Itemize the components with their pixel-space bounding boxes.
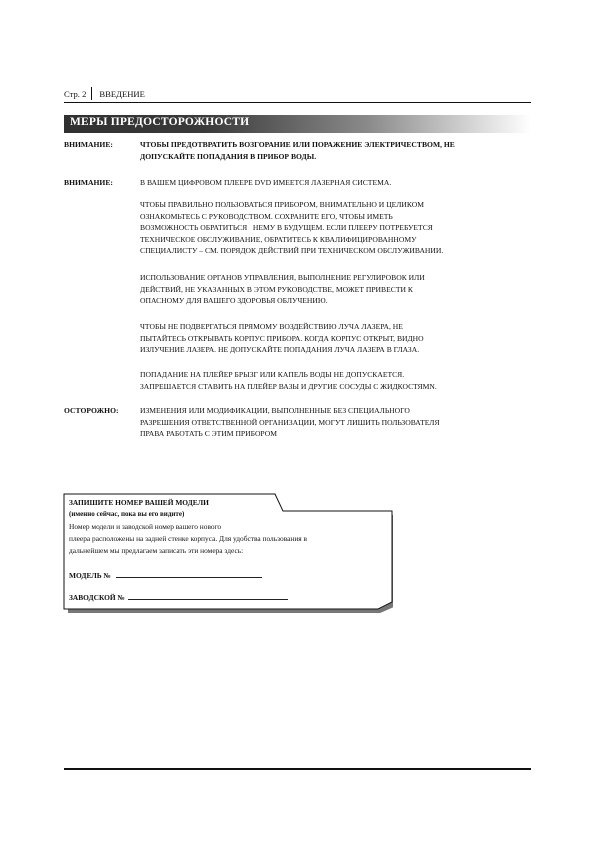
warning-text — [140, 177, 532, 189]
record-box-line: дальнейшем мы предлагаем записать эти номера здесь: — [69, 546, 244, 555]
paragraph-line: ПЫТАЙТЕСЬ ОТКРЫВАТЬ КОРПУС ПРИБОРА. КОГДА КОРПУС ОТКРЫТ, ВИДНО — [140, 333, 424, 343]
section-banner — [64, 115, 531, 133]
warning-line: В ВАШЕМ ЦИФРОВОМ ПЛЕЕРЕ DVD ИМЕЕТСЯ ЛАЗЕРНАЯ СИСТЕМА. — [140, 178, 392, 187]
record-box-line: плеера расположены на задней стенке корпуса. Для удобства пользования в — [69, 534, 308, 543]
caution-line: РАЗРЕШЕНИЯ ОТВЕТСТВЕННОЙ ОРГАНИЗАЦИИ, МОГУТ ЛИШИТЬ ПОЛЬЗОВАТЕЛЯ — [140, 417, 440, 427]
model-number-field — [69, 569, 262, 581]
paragraph-water — [140, 369, 532, 392]
caution-text — [140, 405, 532, 440]
warning-label: ВНИМАНИЕ: — [64, 178, 113, 187]
serial-number-label: ЗАВОДСКОЙ № — [69, 593, 125, 602]
section-title: ВВЕДЕНИЕ — [99, 88, 145, 99]
paragraph-line: ОЗНАКОМЬТЕСЬ С РУКОВОДСТВОМ. СОХРАНИТЕ ЕГО, ЧТОБЫ ИМЕТЬ — [140, 211, 393, 221]
header-rule — [64, 102, 531, 103]
paragraph-line: ДЕЙСТВИЙ, НЕ УКАЗАННЫХ В ЭТОМ РУКОВОДСТВЕ, МОЖЕТ ПРИВЕСТИ К — [140, 284, 413, 294]
paragraph-line: ОПАСНОМУ ДЛЯ ВАШЕГО ЗДОРОВЬЯ ОБЛУЧЕНИЮ. — [140, 296, 328, 306]
caution-line: ИЗМЕНЕНИЯ ИЛИ МОДИФИКАЦИИ, ВЫПОЛНЕННЫЕ БЕЗ СПЕЦИАЛЬНОГО — [140, 406, 410, 415]
record-box-title: ЗАПИШИТЕ НОМЕР ВАШЕЙ МОДЕЛИ — [69, 498, 209, 507]
paragraph-line: ЧТОБЫ ПРАВИЛЬНО ПОЛЬЗОВАТЬСЯ ПРИБОРОМ, ВНИМАТЕЛЬНО И ЦЕЛИКОМ — [140, 200, 424, 209]
warning-label: ВНИМАНИЕ: — [64, 140, 113, 149]
banner-title: МЕРЫ ПРЕДОСТОРОЖНОСТИ — [70, 116, 250, 128]
paragraph-line: ИСПОЛЬЗОВАНИЕ ОРГАНОВ УПРАВЛЕНИЯ, ВЫПОЛНЕНИЕ РЕГУЛИРОВОК ИЛИ — [140, 273, 425, 282]
warning-line: ЧТОБЫ ПРЕДОТВРАТИТЬ ВОЗГОРАНИЕ ИЛИ ПОРАЖЕНИЕ ЭЛЕКТРИЧЕСТВОМ, НЕ — [140, 140, 455, 149]
record-box-subtitle: (именно сейчас, пока вы его видите) — [69, 510, 185, 518]
paragraph-usage — [140, 199, 532, 257]
header-divider — [91, 87, 92, 100]
paragraph-line: ЧТОБЫ НЕ ПОДВЕРГАТЬСЯ ПРЯМОМУ ВОЗДЕЙСТВИЮ ЛУЧА ЛАЗЕРА, НЕ — [140, 322, 403, 331]
footer-rule — [64, 768, 531, 770]
paragraph-controls — [140, 272, 532, 307]
paragraph-line: ИЗЛУЧЕНИЕ ЛАЗЕРА. НЕ ДОПУСКАЙТЕ ПОПАДАНИЯ ЛУЧА ЛАЗЕРА В ГЛАЗА. — [140, 345, 420, 355]
model-number-blank[interactable] — [116, 569, 262, 578]
paragraph-laser-exposure — [140, 321, 532, 356]
page-number: Стр. 2 — [64, 88, 87, 99]
model-number-label: МОДЕЛЬ № — [69, 571, 111, 580]
serial-number-field — [69, 591, 288, 603]
serial-number-blank[interactable] — [128, 591, 288, 600]
page-header — [64, 87, 145, 100]
paragraph-line: СПЕЦИАЛИСТУ – СМ. ПОРЯДОК ДЕЙСТВИЙ ПРИ ТЕХНИЧЕСКОМ ОБСЛУЖИВАНИИ. — [140, 246, 444, 256]
paragraph-line: ПОПАДАНИЕ НА ПЛЕЙЕР БРЫЗГ ИЛИ КАПЕЛЬ ВОДЫ НЕ ДОПУСКАЕТСЯ. — [140, 370, 405, 379]
caution-line: ПРАВА РАБОТАТЬ С ЭТИМ ПРИБОРОМ — [140, 429, 277, 439]
record-box-line: Номер модели и заводской номер вашего нового — [69, 522, 222, 531]
paragraph-line: ВОЗМОЖНОСТЬ ОБРАТИТЬСЯ НЕМУ В БУДУЩЕМ. ЕСЛИ ПЛЕЕРУ ПОТРЕБУЕТСЯ — [140, 223, 433, 233]
warning-text — [140, 139, 532, 162]
paragraph-line: ЗАПРЕШАЕТСЯ СТАВИТЬ НА ПЛЕЙЕР ВАЗЫ И ДРУГИЕ СОСУДЫ С ЖИДКОСТЯМN. — [140, 381, 437, 391]
warning-line: ДОПУСКАЙТЕ ПОПАДАНИЯ В ПРИБОР ВОДЫ. — [140, 151, 317, 161]
paragraph-line: ТЕХНИЧЕСКОЕ ОБСЛУЖИВАНИЕ, ОБРАТИТЕСЬ К КВАЛИФИЦИРОВАННОМУ — [140, 234, 417, 244]
caution-label: ОСТОРОЖНО: — [64, 406, 119, 415]
